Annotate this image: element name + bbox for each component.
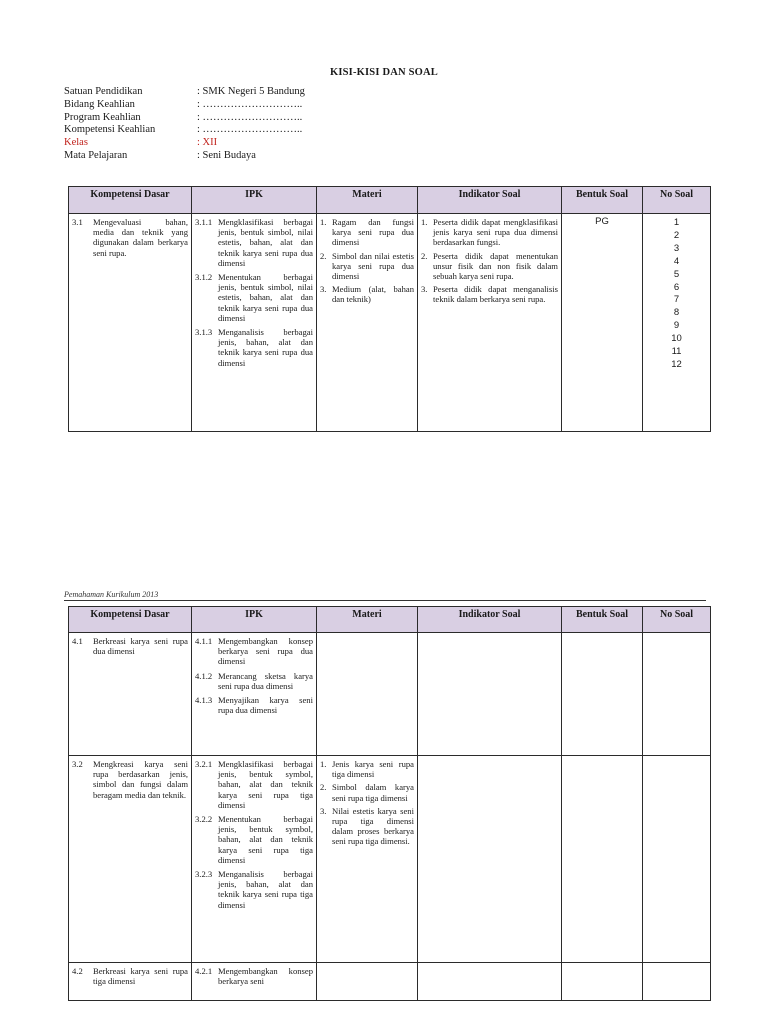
materi-cell [317, 214, 418, 432]
table-row [69, 633, 711, 756]
kd-text: Mengkreasi karya seni rupa berdasarkan jenis, simbol dan fungsi dalam beragam media dan teknik. [93, 759, 188, 800]
bentuk-soal-cell [562, 963, 643, 1001]
list-text: Simbol dan nilai estetis karya seni rupa dua dimensi [332, 250, 414, 282]
list-text: Simbol dalam karya seni rupa tiga dimensi [332, 782, 414, 803]
table-row [69, 963, 711, 1001]
kd-number: 3.2 [72, 759, 83, 769]
list-item [320, 284, 414, 304]
kd-cell [69, 214, 192, 432]
header-materi: Materi [317, 187, 418, 214]
table-header-row [69, 187, 711, 214]
ipk-cell [192, 756, 317, 963]
ipk-number: 3.2.1 [195, 759, 213, 769]
list-text: Peserta didik dapat menganalisis teknik dalam berkarya seni rupa. [433, 284, 558, 305]
list-text: Peserta didik dapat menentukan unsur fisik dan non fisik dalam sebuah karya seni rupa. [433, 250, 558, 282]
footer-text: Pemahaman Kurikulum 2013 [64, 590, 159, 599]
header-no-soal: No Soal [643, 187, 711, 214]
table-row [69, 756, 711, 963]
ipk-number: 4.2.1 [195, 966, 213, 976]
kisi-table-2 [68, 606, 711, 1001]
list-number: 2. [320, 250, 327, 261]
materi-cell [317, 633, 418, 756]
ipk-text: Menganalisis berbagai jenis, bahan, alat dan teknik karya seni rupa dua dimensi [218, 327, 313, 368]
list-number: 1. [320, 217, 327, 227]
list-item [320, 217, 414, 248]
info-row-kompetensi [64, 124, 305, 137]
materi-cell [317, 756, 418, 963]
ipk-number: 3.1.1 [195, 217, 213, 227]
ipk-text: Merancang sketsa karya seni rupa dua dimensi [218, 670, 313, 691]
table-header-row [69, 607, 711, 633]
list-number: 1. [421, 217, 428, 227]
info-row-program [64, 112, 305, 125]
ipk-text: Mengembangkan konsep berkarya seni rupa dua dimensi [218, 636, 313, 667]
info-value: : ……………………….. [197, 98, 303, 110]
no-soal-item: 1 [673, 217, 680, 228]
kd-number: 4.2 [72, 966, 83, 976]
no-soal-item: 6 [673, 281, 680, 293]
ipk-cell [192, 963, 317, 1001]
no-soal-item: 7 [673, 294, 680, 306]
list-text: Medium (alat, bahan dan teknik) [332, 284, 414, 305]
list-number: 3. [320, 284, 327, 295]
ipk-number: 4.1.2 [195, 670, 213, 681]
list-item [421, 284, 558, 304]
kd-cell [69, 963, 192, 1001]
header-bentuk-soal: Bentuk Soal [562, 187, 643, 214]
list-text: Nilai estetis karya seni rupa tiga dimensi dalam proses berkarya seni rupa tiga dimensi. [332, 805, 414, 847]
list-item [320, 806, 414, 847]
info-row-kelas [64, 137, 305, 150]
bentuk-soal-cell [562, 633, 643, 756]
header-ipk: IPK [192, 187, 317, 214]
list-number: 1. [320, 759, 327, 769]
kd-number: 3.1 [72, 217, 83, 227]
kd-number: 4.1 [72, 636, 83, 646]
ipk-text: Menganalisis berbagai jenis, bahan, alat dan teknik karya seni rupa tiga dimensi [218, 869, 313, 910]
footer-divider [64, 600, 706, 601]
no-soal-cell [643, 963, 711, 1001]
header-bentuk-soal: Bentuk Soal [562, 607, 643, 633]
kd-cell [69, 633, 192, 756]
ipk-text: Menentukan berbagai jenis, bentuk symbol, bahan, alat dan teknik karya seni rupa tiga dimensi [218, 814, 313, 865]
info-label: Program Keahlian [64, 111, 141, 123]
ipk-text: Menentukan berbagai jenis, bentuk simbol, nilai estetis, bahan, alat dan teknik karya seni rupa dua dimensi [218, 272, 313, 323]
no-soal-item: 2 [673, 229, 680, 241]
header-no-soal: No Soal [643, 607, 711, 633]
header-indikator-soal: Indikator Soal [418, 607, 562, 633]
indikator-cell [418, 214, 562, 432]
info-value: : SMK Negeri 5 Bandung [197, 86, 305, 97]
indikator-cell [418, 756, 562, 963]
no-soal-item: 10 [671, 333, 682, 345]
kd-text: Berkreasi karya seni rupa dua dimensi [93, 636, 188, 657]
header-kompetensi-dasar: Kompetensi Dasar [69, 187, 192, 214]
header-materi: Materi [317, 607, 418, 633]
info-value: : Seni Budaya [197, 149, 256, 161]
no-soal-item: 3 [673, 242, 680, 254]
indikator-cell [418, 963, 562, 1001]
ipk-cell [192, 633, 317, 756]
no-soal-item: 8 [673, 307, 680, 319]
list-item [320, 782, 414, 802]
no-soal-cell [643, 633, 711, 756]
kd-text: Berkreasi karya seni rupa tiga dimensi [93, 966, 188, 987]
indikator-cell [418, 633, 562, 756]
list-number: 2. [320, 782, 327, 793]
info-label: Satuan Pendidikan [64, 86, 143, 97]
info-value: : ……………………….. [197, 111, 303, 123]
no-soal-item: 11 [671, 346, 682, 358]
list-item [421, 251, 558, 282]
list-item [421, 217, 558, 248]
kd-cell [69, 756, 192, 963]
ipk-number: 3.2.2 [195, 814, 213, 825]
info-row-mapel [64, 150, 305, 163]
list-text: Jenis karya seni rupa tiga dimensi [332, 759, 414, 780]
no-soal-cell [643, 214, 711, 432]
list-item [320, 251, 414, 282]
ipk-number: 4.1.3 [195, 695, 213, 706]
info-label: Kompetensi Keahlian [64, 124, 156, 136]
info-block [64, 86, 305, 163]
table-row [69, 214, 711, 432]
ipk-number: 4.1.1 [195, 636, 213, 646]
info-row-satuan [64, 86, 305, 99]
list-number: 3. [320, 805, 327, 816]
no-soal-item: 12 [671, 358, 682, 370]
ipk-text: Mengklasifikasi berbagai jenis, bentuk symbol, bahan, alat dan teknik karya seni rupa tiga dimensi [218, 759, 313, 810]
list-number: 2. [421, 250, 428, 261]
page-title: KISI-KISI DAN SOAL [329, 67, 439, 78]
ipk-cell [192, 214, 317, 432]
ipk-number: 3.1.3 [195, 327, 213, 338]
info-value: : ……………………….. [197, 124, 303, 136]
no-soal-item: 5 [673, 268, 680, 280]
list-item [320, 759, 414, 779]
no-soal-item: 4 [673, 255, 680, 267]
no-soal-item: 9 [673, 320, 680, 332]
info-label: Mata Pelajaran [64, 149, 128, 161]
ipk-number: 3.2.3 [195, 869, 213, 880]
materi-cell [317, 963, 418, 1001]
bentuk-soal-cell: PG [562, 214, 643, 432]
list-number: 3. [421, 284, 428, 295]
ipk-number: 3.1.2 [195, 272, 213, 283]
list-text: Ragam dan fungsi karya seni rupa dua dimensi [332, 217, 414, 248]
no-soal-cell [643, 756, 711, 963]
info-label: Kelas [64, 137, 88, 149]
ipk-text: Mengklasifikasi berbagai jenis, bentuk simbol, nilai estetis, bahan, alat dan teknik karya seni rupa dua dimensi [218, 217, 313, 268]
bentuk-soal-cell [562, 756, 643, 963]
header-indikator-soal: Indikator Soal [418, 187, 562, 214]
list-text: Peserta didik dapat mengklasifikasi jenis karya seni rupa dua dimensi berdasarkan fungsi. [433, 217, 558, 248]
header-kompetensi-dasar: Kompetensi Dasar [69, 607, 192, 633]
ipk-text: Mengembangkan konsep berkarya seni [218, 966, 313, 987]
info-value: : XII [197, 137, 218, 149]
kisi-table-1 [68, 186, 711, 432]
info-label: Bidang Keahlian [64, 98, 135, 110]
info-row-bidang [64, 99, 305, 112]
header-ipk: IPK [192, 607, 317, 633]
kd-text: Mengevaluasi bahan, media dan teknik yang digunakan dalam berkarya seni rupa. [93, 217, 188, 258]
ipk-text: Menyajikan karya seni rupa dua dimensi [218, 695, 313, 716]
